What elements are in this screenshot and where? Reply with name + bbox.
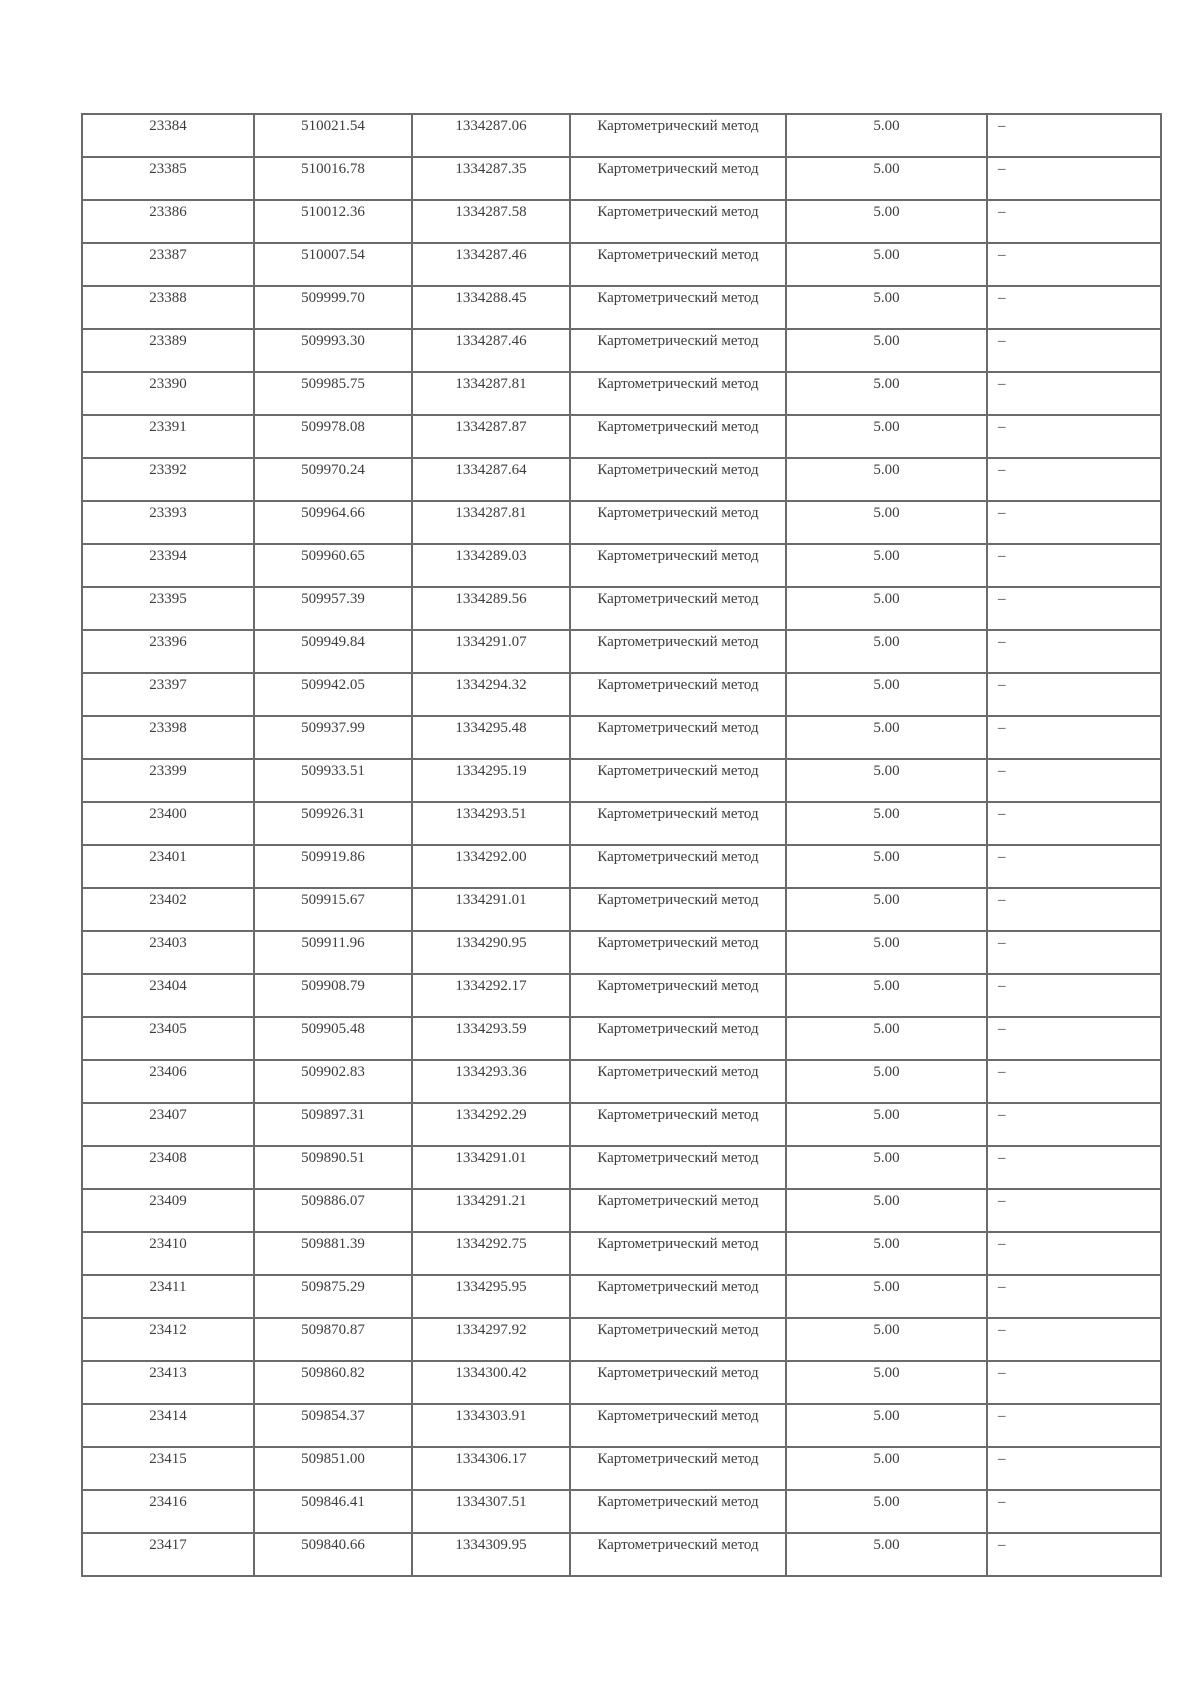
note-cell: – xyxy=(987,286,1161,329)
note-cell: – xyxy=(987,501,1161,544)
x-coordinate-cell: 509854.37 xyxy=(254,1404,412,1447)
x-coordinate-cell: 509960.65 xyxy=(254,544,412,587)
accuracy-cell: 5.00 xyxy=(786,673,987,716)
accuracy-cell: 5.00 xyxy=(786,1146,987,1189)
note-cell: – xyxy=(987,1232,1161,1275)
table-row xyxy=(82,1490,1161,1533)
table-row xyxy=(82,1447,1161,1490)
note-cell: – xyxy=(987,1189,1161,1232)
accuracy-cell: 5.00 xyxy=(786,114,987,157)
x-coordinate-cell: 509970.24 xyxy=(254,458,412,501)
x-coordinate-cell: 510016.78 xyxy=(254,157,412,200)
method-cell: Картометрический метод xyxy=(570,1275,786,1318)
y-coordinate-cell: 1334287.81 xyxy=(412,372,570,415)
point-number-cell: 23416 xyxy=(82,1490,254,1533)
note-cell: – xyxy=(987,759,1161,802)
x-coordinate-cell: 509919.86 xyxy=(254,845,412,888)
note-cell: – xyxy=(987,243,1161,286)
accuracy-cell: 5.00 xyxy=(786,544,987,587)
table-row xyxy=(82,114,1161,157)
table-row xyxy=(82,931,1161,974)
point-number-cell: 23400 xyxy=(82,802,254,845)
y-coordinate-cell: 1334295.48 xyxy=(412,716,570,759)
accuracy-cell: 5.00 xyxy=(786,1447,987,1490)
table-row xyxy=(82,888,1161,931)
point-number-cell: 23386 xyxy=(82,200,254,243)
y-coordinate-cell: 1334295.19 xyxy=(412,759,570,802)
method-cell: Картометрический метод xyxy=(570,458,786,501)
table-row xyxy=(82,458,1161,501)
note-cell: – xyxy=(987,114,1161,157)
table-row xyxy=(82,1533,1161,1576)
method-cell: Картометрический метод xyxy=(570,1490,786,1533)
method-cell: Картометрический метод xyxy=(570,1447,786,1490)
point-number-cell: 23408 xyxy=(82,1146,254,1189)
table-row xyxy=(82,1060,1161,1103)
note-cell: – xyxy=(987,329,1161,372)
method-cell: Картометрический метод xyxy=(570,1103,786,1146)
x-coordinate-cell: 509902.83 xyxy=(254,1060,412,1103)
point-number-cell: 23405 xyxy=(82,1017,254,1060)
x-coordinate-cell: 509964.66 xyxy=(254,501,412,544)
table-row xyxy=(82,200,1161,243)
accuracy-cell: 5.00 xyxy=(786,1404,987,1447)
accuracy-cell: 5.00 xyxy=(786,1490,987,1533)
table-row xyxy=(82,1275,1161,1318)
y-coordinate-cell: 1334292.29 xyxy=(412,1103,570,1146)
method-cell: Картометрический метод xyxy=(570,1189,786,1232)
x-coordinate-cell: 509978.08 xyxy=(254,415,412,458)
note-cell: – xyxy=(987,1103,1161,1146)
x-coordinate-cell: 510012.36 xyxy=(254,200,412,243)
point-number-cell: 23402 xyxy=(82,888,254,931)
note-cell: – xyxy=(987,1490,1161,1533)
x-coordinate-cell: 510007.54 xyxy=(254,243,412,286)
accuracy-cell: 5.00 xyxy=(786,1060,987,1103)
point-number-cell: 23385 xyxy=(82,157,254,200)
accuracy-cell: 5.00 xyxy=(786,200,987,243)
method-cell: Картометрический метод xyxy=(570,372,786,415)
accuracy-cell: 5.00 xyxy=(786,329,987,372)
table-row xyxy=(82,802,1161,845)
x-coordinate-cell: 509897.31 xyxy=(254,1103,412,1146)
method-cell: Картометрический метод xyxy=(570,329,786,372)
table-row xyxy=(82,286,1161,329)
x-coordinate-cell: 509905.48 xyxy=(254,1017,412,1060)
x-coordinate-cell: 509937.99 xyxy=(254,716,412,759)
x-coordinate-cell: 509870.87 xyxy=(254,1318,412,1361)
x-coordinate-cell: 509999.70 xyxy=(254,286,412,329)
y-coordinate-cell: 1334292.75 xyxy=(412,1232,570,1275)
note-cell: – xyxy=(987,1318,1161,1361)
table-row xyxy=(82,673,1161,716)
note-cell: – xyxy=(987,673,1161,716)
x-coordinate-cell: 509957.39 xyxy=(254,587,412,630)
method-cell: Картометрический метод xyxy=(570,1017,786,1060)
note-cell: – xyxy=(987,200,1161,243)
y-coordinate-cell: 1334287.46 xyxy=(412,329,570,372)
accuracy-cell: 5.00 xyxy=(786,286,987,329)
y-coordinate-cell: 1334293.36 xyxy=(412,1060,570,1103)
point-number-cell: 23414 xyxy=(82,1404,254,1447)
method-cell: Картометрический метод xyxy=(570,415,786,458)
method-cell: Картометрический метод xyxy=(570,630,786,673)
y-coordinate-cell: 1334303.91 xyxy=(412,1404,570,1447)
x-coordinate-cell: 509915.67 xyxy=(254,888,412,931)
y-coordinate-cell: 1334295.95 xyxy=(412,1275,570,1318)
method-cell: Картометрический метод xyxy=(570,501,786,544)
y-coordinate-cell: 1334287.35 xyxy=(412,157,570,200)
point-number-cell: 23390 xyxy=(82,372,254,415)
table-row xyxy=(82,630,1161,673)
method-cell: Картометрический метод xyxy=(570,716,786,759)
method-cell: Картометрический метод xyxy=(570,845,786,888)
point-number-cell: 23388 xyxy=(82,286,254,329)
accuracy-cell: 5.00 xyxy=(786,1232,987,1275)
table-row xyxy=(82,329,1161,372)
accuracy-cell: 5.00 xyxy=(786,458,987,501)
accuracy-cell: 5.00 xyxy=(786,1103,987,1146)
note-cell: – xyxy=(987,802,1161,845)
point-number-cell: 23393 xyxy=(82,501,254,544)
note-cell: – xyxy=(987,630,1161,673)
point-number-cell: 23404 xyxy=(82,974,254,1017)
y-coordinate-cell: 1334287.81 xyxy=(412,501,570,544)
y-coordinate-cell: 1334291.01 xyxy=(412,1146,570,1189)
y-coordinate-cell: 1334287.46 xyxy=(412,243,570,286)
accuracy-cell: 5.00 xyxy=(786,888,987,931)
table-row xyxy=(82,1189,1161,1232)
note-cell: – xyxy=(987,1017,1161,1060)
method-cell: Картометрический метод xyxy=(570,286,786,329)
accuracy-cell: 5.00 xyxy=(786,415,987,458)
note-cell: – xyxy=(987,931,1161,974)
point-number-cell: 23395 xyxy=(82,587,254,630)
table-row xyxy=(82,415,1161,458)
method-cell: Картометрический метод xyxy=(570,1146,786,1189)
y-coordinate-cell: 1334300.42 xyxy=(412,1361,570,1404)
table-row xyxy=(82,1404,1161,1447)
method-cell: Картометрический метод xyxy=(570,200,786,243)
y-coordinate-cell: 1334288.45 xyxy=(412,286,570,329)
point-number-cell: 23391 xyxy=(82,415,254,458)
table-row xyxy=(82,501,1161,544)
accuracy-cell: 5.00 xyxy=(786,372,987,415)
accuracy-cell: 5.00 xyxy=(786,802,987,845)
accuracy-cell: 5.00 xyxy=(786,1275,987,1318)
y-coordinate-cell: 1334290.95 xyxy=(412,931,570,974)
method-cell: Картометрический метод xyxy=(570,888,786,931)
note-cell: – xyxy=(987,716,1161,759)
x-coordinate-cell: 509846.41 xyxy=(254,1490,412,1533)
x-coordinate-cell: 509851.00 xyxy=(254,1447,412,1490)
x-coordinate-cell: 509890.51 xyxy=(254,1146,412,1189)
note-cell: – xyxy=(987,544,1161,587)
point-number-cell: 23399 xyxy=(82,759,254,802)
accuracy-cell: 5.00 xyxy=(786,157,987,200)
y-coordinate-cell: 1334287.64 xyxy=(412,458,570,501)
table-row xyxy=(82,974,1161,1017)
accuracy-cell: 5.00 xyxy=(786,931,987,974)
table-row xyxy=(82,1361,1161,1404)
y-coordinate-cell: 1334289.03 xyxy=(412,544,570,587)
accuracy-cell: 5.00 xyxy=(786,845,987,888)
note-cell: – xyxy=(987,1060,1161,1103)
point-number-cell: 23415 xyxy=(82,1447,254,1490)
point-number-cell: 23398 xyxy=(82,716,254,759)
point-number-cell: 23412 xyxy=(82,1318,254,1361)
point-number-cell: 23409 xyxy=(82,1189,254,1232)
x-coordinate-cell: 509942.05 xyxy=(254,673,412,716)
note-cell: – xyxy=(987,1533,1161,1576)
table-row xyxy=(82,372,1161,415)
note-cell: – xyxy=(987,415,1161,458)
method-cell: Картометрический метод xyxy=(570,1232,786,1275)
point-number-cell: 23410 xyxy=(82,1232,254,1275)
method-cell: Картометрический метод xyxy=(570,243,786,286)
x-coordinate-cell: 510021.54 xyxy=(254,114,412,157)
y-coordinate-cell: 1334287.58 xyxy=(412,200,570,243)
y-coordinate-cell: 1334293.51 xyxy=(412,802,570,845)
point-number-cell: 23392 xyxy=(82,458,254,501)
note-cell: – xyxy=(987,888,1161,931)
point-number-cell: 23401 xyxy=(82,845,254,888)
method-cell: Картометрический метод xyxy=(570,1404,786,1447)
accuracy-cell: 5.00 xyxy=(786,630,987,673)
y-coordinate-cell: 1334291.01 xyxy=(412,888,570,931)
y-coordinate-cell: 1334306.17 xyxy=(412,1447,570,1490)
y-coordinate-cell: 1334309.95 xyxy=(412,1533,570,1576)
note-cell: – xyxy=(987,1275,1161,1318)
point-number-cell: 23397 xyxy=(82,673,254,716)
x-coordinate-cell: 509875.29 xyxy=(254,1275,412,1318)
point-number-cell: 23396 xyxy=(82,630,254,673)
point-number-cell: 23384 xyxy=(82,114,254,157)
accuracy-cell: 5.00 xyxy=(786,501,987,544)
accuracy-cell: 5.00 xyxy=(786,1533,987,1576)
method-cell: Картометрический метод xyxy=(570,1318,786,1361)
note-cell: – xyxy=(987,974,1161,1017)
note-cell: – xyxy=(987,372,1161,415)
note-cell: – xyxy=(987,845,1161,888)
method-cell: Картометрический метод xyxy=(570,114,786,157)
method-cell: Картометрический метод xyxy=(570,1361,786,1404)
table-row xyxy=(82,157,1161,200)
x-coordinate-cell: 509949.84 xyxy=(254,630,412,673)
method-cell: Картометрический метод xyxy=(570,587,786,630)
point-number-cell: 23394 xyxy=(82,544,254,587)
x-coordinate-cell: 509881.39 xyxy=(254,1232,412,1275)
accuracy-cell: 5.00 xyxy=(786,1318,987,1361)
y-coordinate-cell: 1334287.87 xyxy=(412,415,570,458)
point-number-cell: 23417 xyxy=(82,1533,254,1576)
y-coordinate-cell: 1334294.32 xyxy=(412,673,570,716)
table-row xyxy=(82,1146,1161,1189)
accuracy-cell: 5.00 xyxy=(786,243,987,286)
table-row xyxy=(82,544,1161,587)
x-coordinate-cell: 509860.82 xyxy=(254,1361,412,1404)
table-row xyxy=(82,587,1161,630)
point-number-cell: 23403 xyxy=(82,931,254,974)
y-coordinate-cell: 1334297.92 xyxy=(412,1318,570,1361)
x-coordinate-cell: 509911.96 xyxy=(254,931,412,974)
y-coordinate-cell: 1334307.51 xyxy=(412,1490,570,1533)
accuracy-cell: 5.00 xyxy=(786,759,987,802)
table-row xyxy=(82,716,1161,759)
y-coordinate-cell: 1334293.59 xyxy=(412,1017,570,1060)
accuracy-cell: 5.00 xyxy=(786,1361,987,1404)
x-coordinate-cell: 509933.51 xyxy=(254,759,412,802)
point-number-cell: 23389 xyxy=(82,329,254,372)
x-coordinate-cell: 509840.66 xyxy=(254,1533,412,1576)
accuracy-cell: 5.00 xyxy=(786,974,987,1017)
method-cell: Картометрический метод xyxy=(570,544,786,587)
x-coordinate-cell: 509926.31 xyxy=(254,802,412,845)
y-coordinate-cell: 1334292.17 xyxy=(412,974,570,1017)
y-coordinate-cell: 1334291.21 xyxy=(412,1189,570,1232)
x-coordinate-cell: 509886.07 xyxy=(254,1189,412,1232)
x-coordinate-cell: 509985.75 xyxy=(254,372,412,415)
table-row xyxy=(82,759,1161,802)
table-row xyxy=(82,1318,1161,1361)
x-coordinate-cell: 509993.30 xyxy=(254,329,412,372)
point-number-cell: 23387 xyxy=(82,243,254,286)
x-coordinate-cell: 509908.79 xyxy=(254,974,412,1017)
y-coordinate-cell: 1334289.56 xyxy=(412,587,570,630)
method-cell: Картометрический метод xyxy=(570,974,786,1017)
note-cell: – xyxy=(987,587,1161,630)
note-cell: – xyxy=(987,458,1161,501)
note-cell: – xyxy=(987,1361,1161,1404)
table-row xyxy=(82,1017,1161,1060)
method-cell: Картометрический метод xyxy=(570,157,786,200)
note-cell: – xyxy=(987,1447,1161,1490)
note-cell: – xyxy=(987,1404,1161,1447)
table-row xyxy=(82,1232,1161,1275)
method-cell: Картометрический метод xyxy=(570,759,786,802)
note-cell: – xyxy=(987,157,1161,200)
method-cell: Картометрический метод xyxy=(570,1060,786,1103)
point-number-cell: 23407 xyxy=(82,1103,254,1146)
point-number-cell: 23406 xyxy=(82,1060,254,1103)
accuracy-cell: 5.00 xyxy=(786,716,987,759)
y-coordinate-cell: 1334287.06 xyxy=(412,114,570,157)
table-row xyxy=(82,845,1161,888)
coordinates-table-body xyxy=(82,114,1161,1576)
note-cell: – xyxy=(987,1146,1161,1189)
method-cell: Картометрический метод xyxy=(570,931,786,974)
table-row xyxy=(82,1103,1161,1146)
accuracy-cell: 5.00 xyxy=(786,587,987,630)
y-coordinate-cell: 1334292.00 xyxy=(412,845,570,888)
method-cell: Картометрический метод xyxy=(570,1533,786,1576)
accuracy-cell: 5.00 xyxy=(786,1189,987,1232)
method-cell: Картометрический метод xyxy=(570,802,786,845)
y-coordinate-cell: 1334291.07 xyxy=(412,630,570,673)
table-row xyxy=(82,243,1161,286)
coordinates-table xyxy=(81,113,1162,1577)
accuracy-cell: 5.00 xyxy=(786,1017,987,1060)
point-number-cell: 23411 xyxy=(82,1275,254,1318)
method-cell: Картометрический метод xyxy=(570,673,786,716)
point-number-cell: 23413 xyxy=(82,1361,254,1404)
